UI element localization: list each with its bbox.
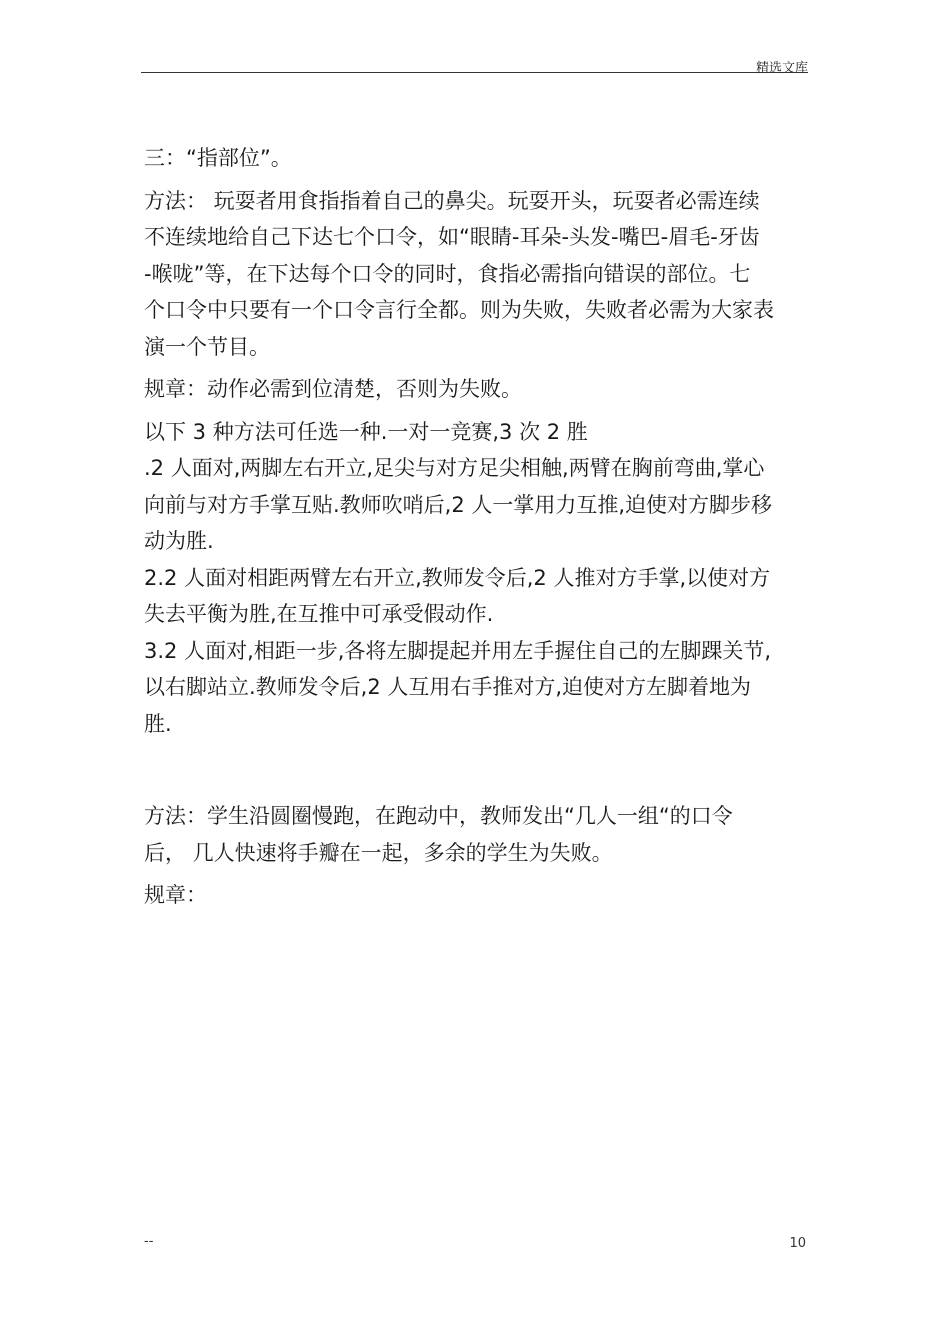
item3-line-3: 胜. [144,711,172,736]
item3-line-2: 以右脚站立.教师发令后,2 人互用右手推对方,迫使对方左脚着地为 [144,675,752,699]
document-body [144,140,812,914]
method-line-2: 不连续地给自己下达七个口令，如“眼睛-耳朵-头发-嘴巴-眉毛-牙齿 [144,225,760,249]
page-number: 10 [789,1236,806,1251]
footer-left-mark: -- [144,1234,154,1249]
header-rule [141,72,808,73]
header-label: 精选文库 [755,61,808,76]
item1-line-1: .2 人面对,两脚左右开立,足尖与对方足尖相触,两臂在胸前弯曲,掌心 [144,456,765,480]
method-line-4: 个口令中只要有一个口令言行全都。则为失败，失败者必需为大家表 [144,298,774,322]
rule-line: 规章：动作必需到位清楚，否则为失败。 [144,377,522,401]
item2-line-1: 2.2 人面对相距两臂左右开立,教师发令后,2 人推对方手掌,以使对方 [144,565,771,590]
method-line-1: 方法： 玩耍者用食指指着自己的鼻尖。玩耍开头，玩耍者必需连续 [144,188,760,213]
rule2-line: 规章： [144,883,207,907]
item3-line-1: 3.2 人面对,相距一步,各将左脚提起并用左手握住自己的左脚踝关节, [144,638,772,663]
item1-line-3: 动为胜. [144,529,214,553]
method-line-3: -喉咙”等，在下达每个口令的同时，食指必需指向错误的部位。七 [144,261,751,286]
method2-line-2: 后， 几人快速将手瓣在一起，多余的学生为失败。 [144,840,613,865]
section-title: 三：“指部位”。 [144,146,292,170]
choose-line: 以下 3 种方法可任选一种.一对一竞赛,3 次 2 胜 [144,419,588,444]
item1-line-2: 向前与对方手掌互贴.教师吹哨后,2 人一掌用力互推,迫使对方脚步移 [144,492,773,517]
item2-line-2: 失去平衡为胜,在互推中可承受假动作. [144,602,494,626]
method2-line-1: 方法：学生沿圆圈慢跑，在跑动中，教师发出“几人一组“的口令 [144,804,733,828]
method-line-5: 演一个节目。 [144,334,270,359]
